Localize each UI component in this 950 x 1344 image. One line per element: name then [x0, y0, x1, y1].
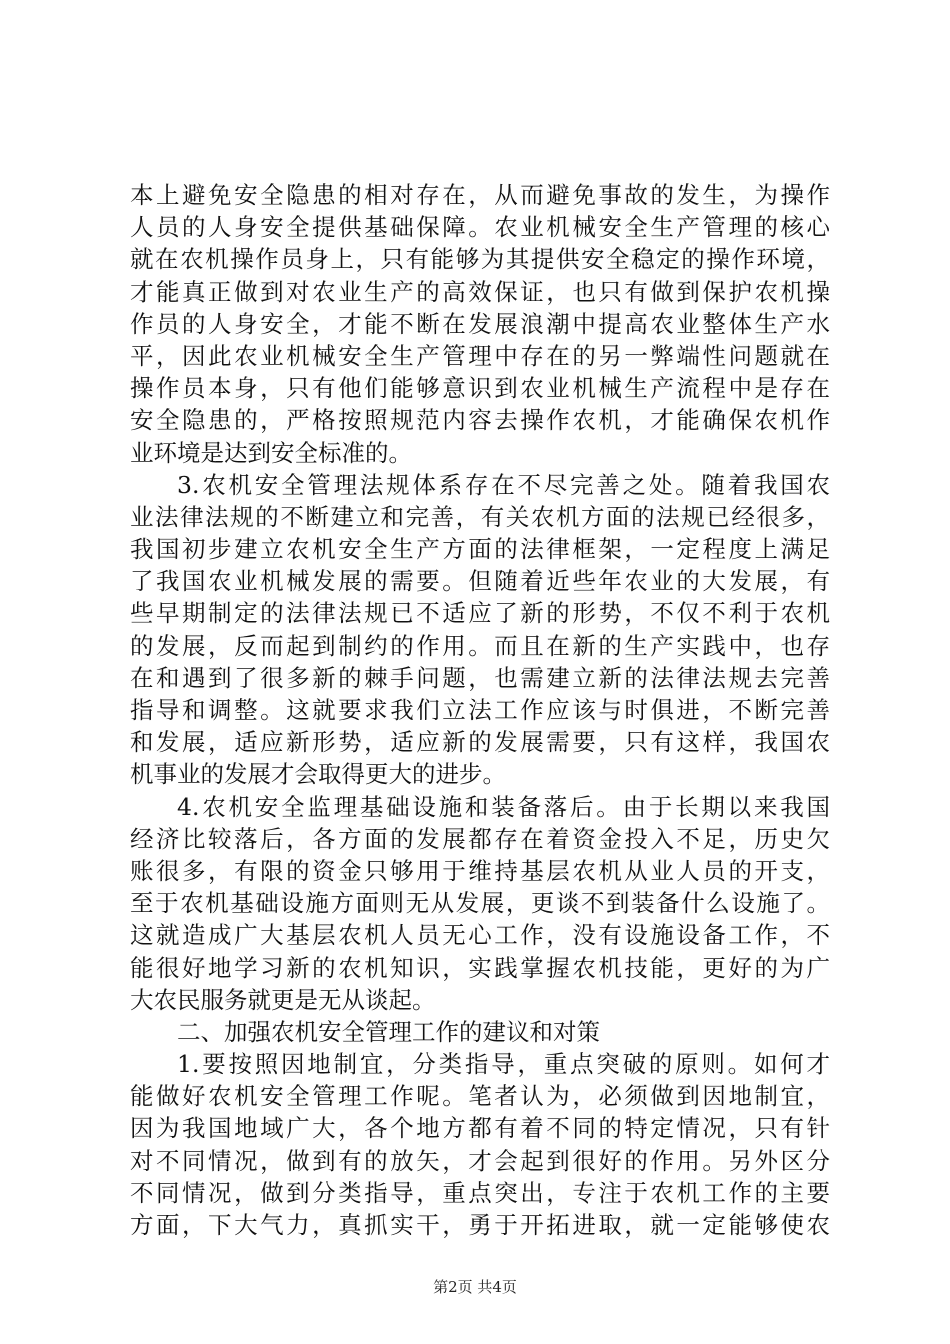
body-text	[130, 179, 830, 1241]
text-line: 业环境是达到安全标准的。	[130, 438, 412, 467]
text-line: 3.农机安全管理法规体系存在不尽完善之处。随着我国农	[177, 470, 830, 499]
text-line: 平，因此农业机械安全生产管理中存在的另一弊端性问题就在	[130, 341, 830, 370]
text-line: 在和遇到了很多新的棘手问题，也需建立新的法律法规去完善	[130, 663, 830, 692]
text-line: 安全隐患的，严格按照规范内容去操作农机，才能确保农机作	[130, 406, 830, 435]
text-line: 机事业的发展才会取得更大的进步。	[130, 760, 506, 789]
text-line: 4.农机安全监理基础设施和装备落后。由于长期以来我国	[177, 792, 830, 821]
text-line: 作员的人身安全，才能不断在发展浪潮中提高农业整体生产水	[130, 309, 830, 338]
text-line: 指导和调整。这就要求我们立法工作应该与时俱进，不断完善	[130, 696, 830, 724]
text-line: 账很多，有限的资金只够用于维持基层农机从业人员的开支，	[130, 856, 830, 885]
section-heading: 二、加强农机安全管理工作的建议和对策	[177, 1017, 600, 1046]
text-line: 我国初步建立农机安全生产方面的法律框架，一定程度上满足	[130, 535, 830, 564]
text-line: 操作员本身，只有他们能够意识到农业机械生产流程中是存在	[130, 374, 830, 403]
text-line: 对不同情况，做到有的放矢，才会起到很好的作用。另外区分	[130, 1146, 830, 1175]
text-line: 1.要按照因地制宜，分类指导，重点突破的原则。如何才	[177, 1050, 830, 1079]
text-line: 经济比较落后，各方面的发展都存在着资金投入不足，历史欠	[130, 824, 830, 853]
text-line: 才能真正做到对农业生产的高效保证，也只有做到保护农机操	[130, 277, 830, 306]
text-line: 就在农机操作员身上，只有能够为其提供安全稳定的操作环境，	[130, 245, 830, 274]
text-line: 因为我国地域广大，各个地方都有着不同的特定情况，只有针	[130, 1114, 830, 1143]
text-line: 的发展，反而起到制约的作用。而且在新的生产实践中，也存	[130, 631, 830, 660]
text-line: 这就造成广大基层农机人员无心工作，没有设施设备工作，不	[130, 921, 830, 950]
text-line: 了我国农业机械发展的需要。但随着近些年农业的大发展，有	[130, 567, 830, 596]
text-line: 至于农机基础设施方面则无从发展，更谈不到装备什么设施了。	[130, 889, 830, 918]
text-line: 不同情况，做到分类指导，重点突出，专注于农机工作的主要	[130, 1178, 830, 1207]
text-line: 能很好地学习新的农机知识，实践掌握农机技能，更好的为广	[130, 953, 830, 982]
text-line: 人员的人身安全提供基础保障。农业机械安全生产管理的核心	[130, 213, 830, 242]
text-line: 些早期制定的法律法规已不适应了新的形势，不仅不利于农机	[130, 599, 830, 628]
text-line: 大农民服务就更是无从谈起。	[130, 985, 436, 1014]
text-line: 和发展，适应新形势，适应新的发展需要，只有这样，我国农	[130, 728, 830, 757]
text-line: 方面，下大气力，真抓实干，勇于开拓进取，就一定能够使农	[130, 1211, 830, 1239]
text-line: 能做好农机安全管理工作呢。笔者认为，必须做到因地制宜，	[130, 1082, 830, 1111]
text-line: 本上避免安全隐患的相对存在，从而避免事故的发生，为操作	[130, 181, 830, 209]
page-footer: 第2页 共4页	[433, 1278, 517, 1296]
text-line: 业法律法规的不断建立和完善，有关农机方面的法规已经很多，	[130, 502, 830, 531]
